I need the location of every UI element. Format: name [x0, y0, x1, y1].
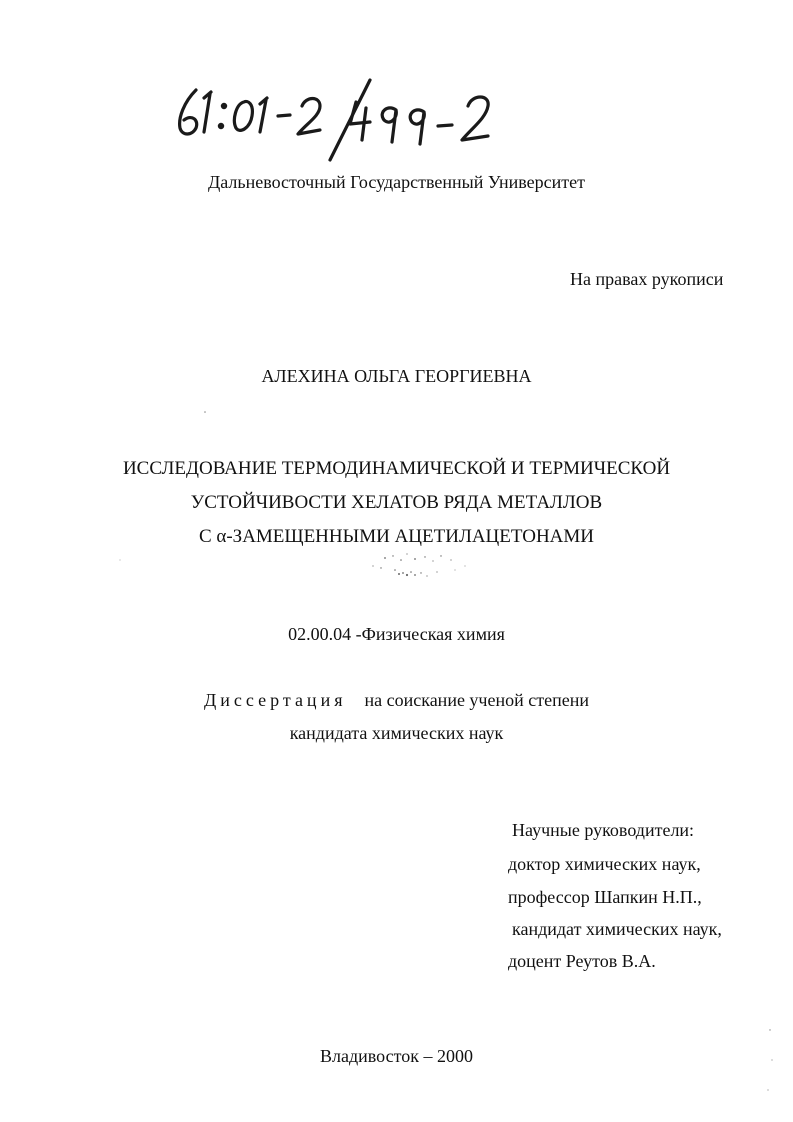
manuscript-rights-note: На правах рукописи [570, 269, 724, 289]
author-name: АЛЕХИНА ОЛЬГА ГЕОРГИЕВНА [261, 366, 532, 386]
thesis-title-line-2: УСТОЙЧИВОСТИ ХЕЛАТОВ РЯДА МЕТАЛЛОВ [190, 492, 603, 513]
dissertation-word: Диссертация [204, 690, 347, 710]
dissertation-purpose: на соискание ученой степени [364, 690, 589, 710]
supervisor-2-degree: кандидат химических наук, [512, 919, 722, 939]
handwritten-code-drawing [170, 72, 550, 162]
university-name: Дальневосточный Государственный Университет [207, 172, 586, 192]
city-year: Владивосток – 2000 [320, 1046, 473, 1066]
supervisor-1-name: профессор Шапкин Н.П., [508, 887, 702, 907]
scan-specks [355, 548, 485, 588]
supervisor-1-degree: доктор химических наук, [508, 854, 701, 874]
thesis-title-line-3: С α-ЗАМЕЩЕННЫМИ АЦЕТИЛАЦЕТОНАМИ [198, 526, 595, 547]
dissertation-line [0, 689, 793, 711]
specialty-code: 02.00.04 -Физическая химия [288, 624, 505, 644]
thesis-title-line-1: ИССЛЕДОВАНИЕ ТЕРМОДИНАМИЧЕСКОЙ И ТЕРМИЧЕСКОЙ [122, 458, 671, 479]
supervisors-heading: Научные руководители: [512, 820, 695, 840]
supervisor-2-name: доцент Реутов В.А. [508, 951, 656, 971]
academic-degree: кандидата химических наук [289, 723, 504, 743]
handwritten-archive-code [170, 72, 550, 162]
